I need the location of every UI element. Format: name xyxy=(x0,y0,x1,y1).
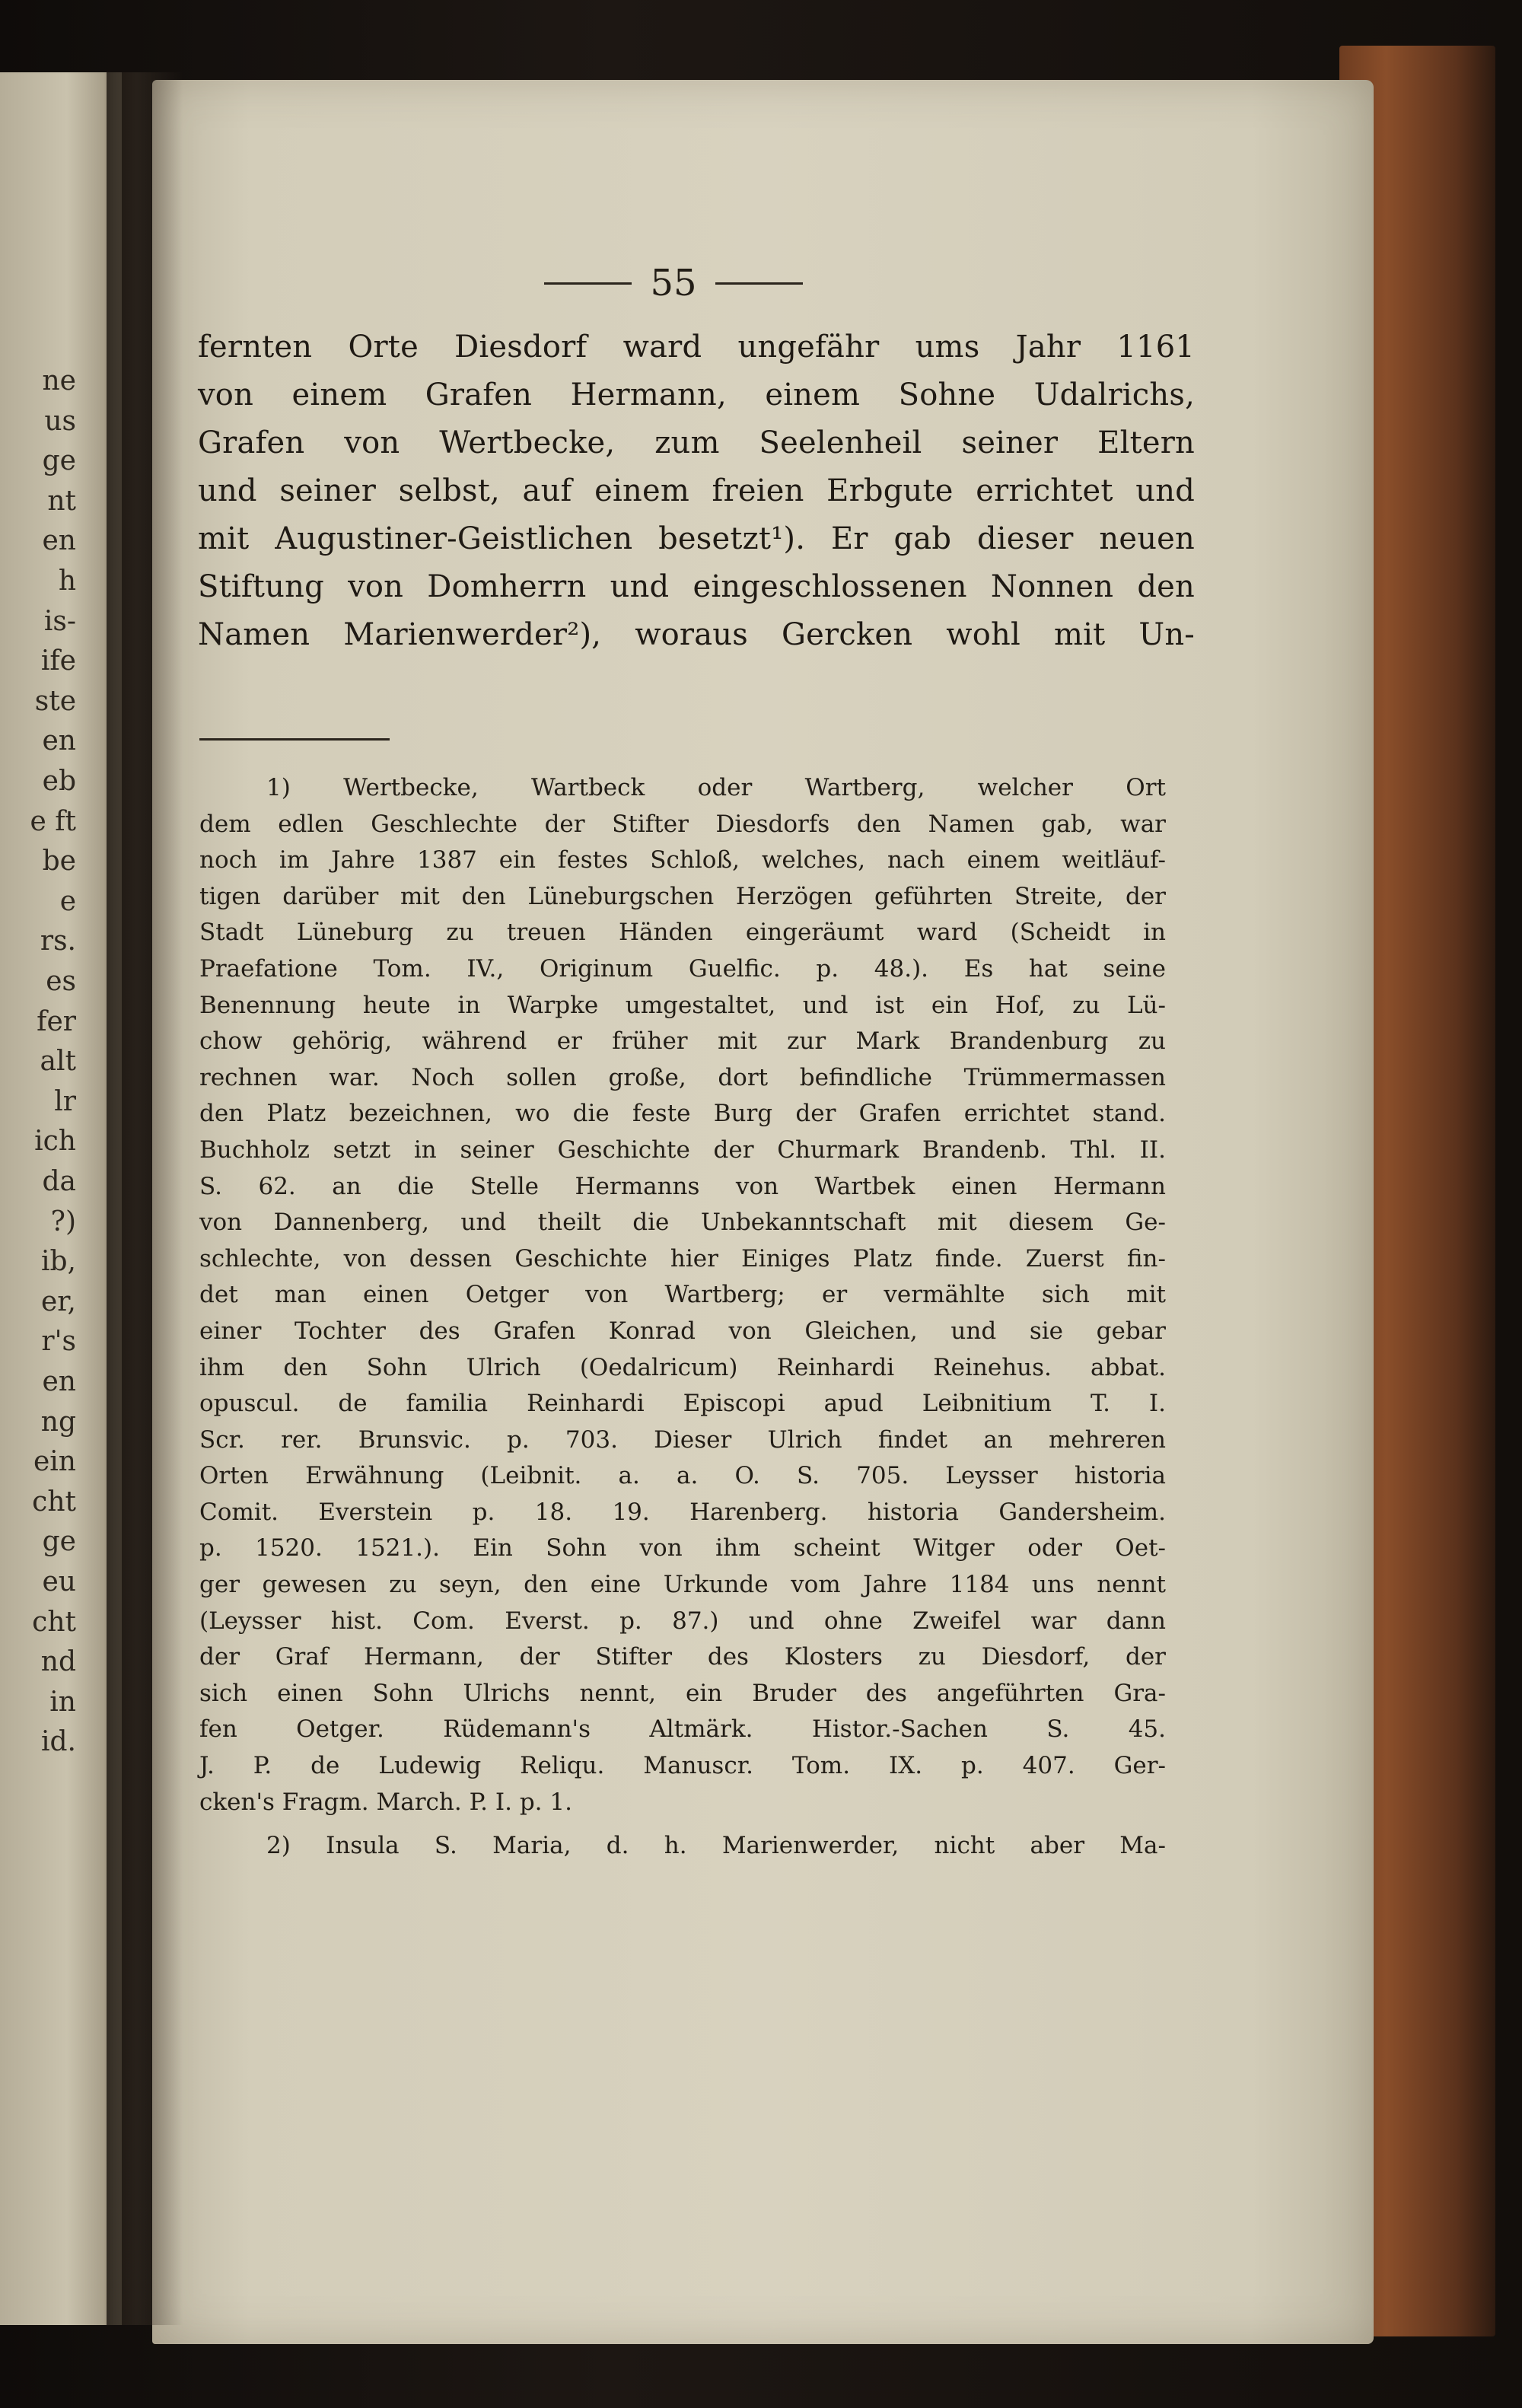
footnote-line: Stadt Lüneburg zu treuen Händen eingeräumt ward (Scheidt in xyxy=(199,919,1166,947)
left-page-fragment: eu xyxy=(42,1566,76,1597)
left-page-fragment: e ft xyxy=(30,805,76,837)
left-page-fragment: es xyxy=(46,966,76,997)
footnote-line: (Leysser hist. Com. Everst. p. 87.) und ohne Zweifel war dann xyxy=(199,1607,1166,1635)
page-number: 55 xyxy=(650,262,697,304)
body-line: von einem Grafen Hermann, einem Sohne Udalrichs, xyxy=(198,377,1195,412)
left-page-fragment: id. xyxy=(40,1726,76,1758)
left-page-fragment: ge xyxy=(42,445,76,477)
body-line: und seiner selbst, auf einem freien Erbgute errichtet und xyxy=(198,473,1195,508)
footnote-line: fen Oetger. Rüdemann's Altmärk. Histor.-Sachen S. 45. xyxy=(199,1715,1166,1744)
left-page-fragment: ?) xyxy=(50,1206,76,1237)
footnote-line: den Platz bezeichnen, wo die feste Burg der Grafen errichtet stand. xyxy=(199,1100,1166,1128)
footnote-line: det man einen Oetger von Wartberg; er vermählte sich mit xyxy=(199,1281,1166,1309)
footnote-line: von Dannenberg, und theilt die Unbekanntschaft mit diesem Ge- xyxy=(199,1209,1166,1237)
left-page-fragment: be xyxy=(42,846,76,878)
footnote-line: Orten Erwähnung (Leibnit. a. a. O. S. 705. Leysser historia xyxy=(199,1462,1166,1490)
footnote-line: rechnen war. Noch sollen große, dort befindliche Trümmermassen xyxy=(199,1063,1166,1091)
left-page-fragment: h xyxy=(58,565,76,597)
left-page-fragment: fer xyxy=(37,1005,76,1037)
footnote-line: Buchholz setzt in seiner Geschichte der Churmark Brandenb. Thl. II. xyxy=(199,1136,1166,1164)
footnote-line: ger gewesen zu seyn, den eine Urkunde vom Jahre 1184 uns nennt xyxy=(199,1571,1166,1599)
left-page-fragment: ste xyxy=(34,685,76,717)
left-page-fragment: en xyxy=(42,725,76,757)
body-line: Namen Marienwerder²), woraus Gercken wohl mit Un- xyxy=(198,617,1195,652)
footnote-line: cken's Fragm. March. P. I. p. 1. xyxy=(199,1788,572,1816)
left-page-fragment: cht xyxy=(32,1486,76,1518)
left-page-fragment: ng xyxy=(40,1406,76,1438)
body-line: fernten Orte Diesdorf ward ungefähr ums Jahr 1161 xyxy=(198,330,1195,365)
footnote-line: p. 1520. 1521.). Ein Sohn von ihm scheint Witger oder Oet- xyxy=(199,1534,1166,1562)
left-page-fragment: ich xyxy=(34,1126,76,1158)
left-page-fragment: lr xyxy=(54,1085,76,1117)
left-page-fragment: nt xyxy=(47,485,76,517)
page-header xyxy=(517,260,829,306)
left-page-fragment: rs. xyxy=(40,925,76,957)
left-page-fragment: is- xyxy=(43,605,76,637)
footnote-line: opuscul. de familia Reinhardi Episcopi apud Leibnitium T. I. xyxy=(199,1390,1166,1418)
footnote-line: dem edlen Geschlechte der Stifter Diesdorfs den Namen gab, war xyxy=(199,810,1166,838)
footnote-line: sich einen Sohn Ulrichs nennt, ein Bruder des angeführten Gra- xyxy=(199,1679,1166,1707)
left-page-fragment: ib, xyxy=(40,1246,76,1278)
left-page-fragment: en xyxy=(42,525,76,557)
footnote-line: J. P. de Ludewig Reliqu. Manuscr. Tom. IX. p. 407. Ger- xyxy=(199,1752,1166,1780)
footnote-line: tigen darüber mit den Lüneburgschen Herzögen geführten Streite, der xyxy=(199,882,1166,910)
footnote-line: chow gehörig, während er früher mit zur Mark Brandenburg zu xyxy=(199,1027,1166,1056)
left-page-fragment: eb xyxy=(42,766,76,797)
footnotes xyxy=(199,770,1166,1865)
footnote-line: der Graf Hermann, der Stifter des Klosters zu Diesdorf, der xyxy=(199,1643,1166,1671)
footnote-line: 2) Insula S. Maria, d. h. Marienwerder, nicht aber Ma- xyxy=(266,1832,1166,1860)
footnote-line: 1) Wertbecke, Wartbeck oder Wartberg, welcher Ort xyxy=(266,774,1166,801)
footnote-line: noch im Jahre 1387 ein festes Schloß, welches, nach einem weitläuf- xyxy=(199,846,1166,874)
left-page-fragment: da xyxy=(42,1166,76,1197)
left-page-fragment: alt xyxy=(40,1046,76,1078)
footnote-rule xyxy=(199,738,390,741)
left-page-fragment: cht xyxy=(32,1606,76,1638)
left-page-fragment: ife xyxy=(40,645,76,677)
footnote-line: Praefatione Tom. IV., Originum Guelfic. p. 48.). Es hat seine xyxy=(199,954,1166,983)
body-line: mit Augustiner-Geistlichen besetzt¹). Er gab dieser neuen xyxy=(198,521,1195,556)
body-line: Stiftung von Domherrn und eingeschlossenen Nonnen den xyxy=(198,569,1195,604)
book-gutter xyxy=(107,72,183,2325)
left-page-fragment: ne xyxy=(42,365,76,397)
footnote-line: S. 62. an die Stelle Hermanns von Wartbek einen Hermann xyxy=(199,1172,1166,1200)
left-page-fragment: nd xyxy=(40,1646,76,1678)
left-page-fragment: us xyxy=(44,405,76,437)
left-page-fragment: e xyxy=(59,885,76,917)
body-line: Grafen von Wertbecke, zum Seelenheil seiner Eltern xyxy=(198,425,1195,460)
header-rule-left xyxy=(544,282,632,285)
footnote-line: Benennung heute in Warpke umgestaltet, und ist ein Hof, zu Lü- xyxy=(199,991,1166,1019)
left-page-fragment: ein xyxy=(33,1446,76,1478)
footnote-line: Scr. rer. Brunsvic. p. 703. Dieser Ulrich findet an mehreren xyxy=(199,1425,1166,1454)
left-page-fragment: er, xyxy=(40,1285,76,1317)
body-text xyxy=(198,323,1195,659)
footnote-line: schlechte, von dessen Geschichte hier Einiges Platz finde. Zuerst fin- xyxy=(199,1244,1166,1272)
left-page-text xyxy=(0,0,80,2408)
footnote-line: Comit. Everstein p. 18. 19. Harenberg. historia Gandersheim. xyxy=(199,1498,1166,1526)
left-page-fragment: ge xyxy=(42,1526,76,1558)
header-rule-right xyxy=(715,282,803,285)
left-page-fragment: in xyxy=(49,1686,76,1718)
footnote-line: ihm den Sohn Ulrich (Oedalricum) Reinhardi Reinehus. abbat. xyxy=(199,1353,1166,1381)
left-page-fragment: en xyxy=(42,1366,76,1397)
left-page-fragment: r's xyxy=(41,1326,76,1358)
footnote-line: einer Tochter des Grafen Konrad von Gleichen, und sie gebar xyxy=(199,1317,1166,1345)
